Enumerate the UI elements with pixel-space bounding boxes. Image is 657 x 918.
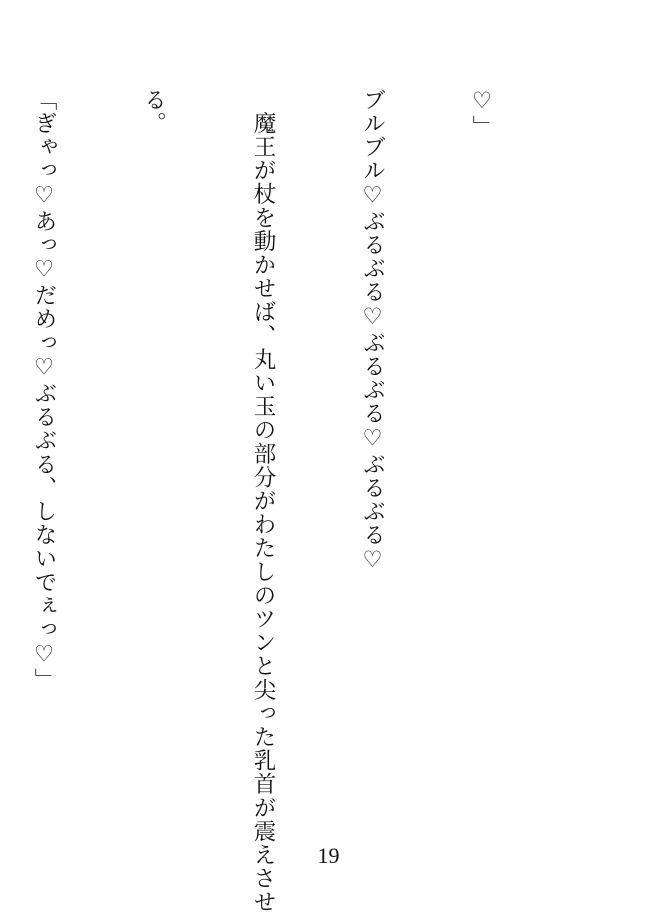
text-line: る。 [140,88,167,136]
page-number: 19 [317,843,340,868]
text-line: ♡」 [469,88,495,139]
text-line: 魔王が杖を動かせば、丸い玉の部分がわたしのツンと尖った乳首が震えさせ [250,88,276,914]
text-line: 「ぎゃっ♡あっ♡だめっ♡ぶるぶる、しないでぇっ♡」 [31,88,57,692]
text-line: ブルブル♡ぶるぶる♡ぶるぶる♡ぶるぶる♡ [359,88,386,574]
